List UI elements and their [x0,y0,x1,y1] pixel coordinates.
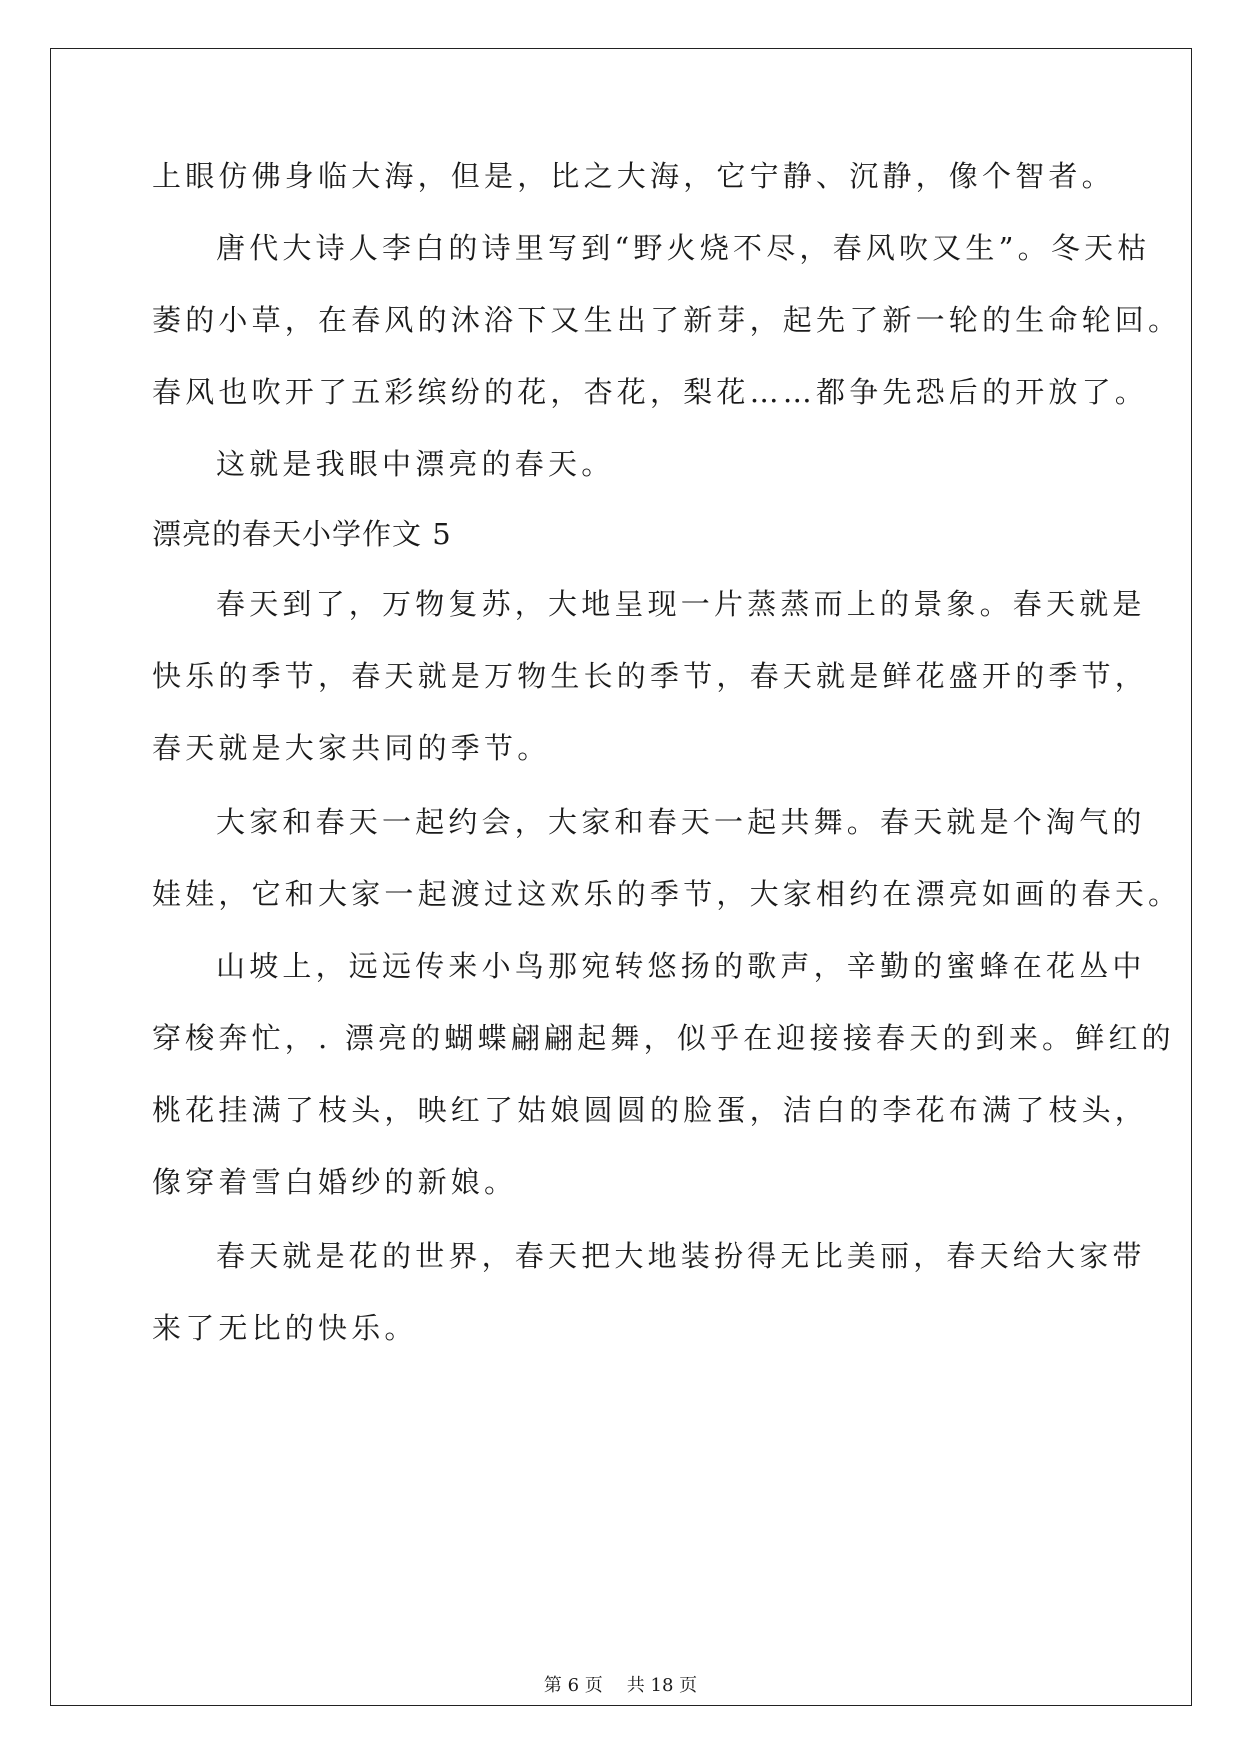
body-line: 穿梭奔忙，. 漂亮的蝴蝶翩翩起舞，似乎在迎接接春天的到来。鲜红的 [152,1021,1175,1055]
body-line: 春天就是花的世界，春天把大地装扮得无比美丽，春天给大家带 [216,1239,1146,1273]
body-line: 这就是我眼中漂亮的春天。 [216,447,615,481]
body-line: 唐代大诗人李白的诗里写到“野火烧不尽，春风吹又生”。冬天枯 [216,231,1151,265]
body-line: 春天到了，万物复苏，大地呈现一片蒸蒸而上的景象。春天就是 [216,587,1146,621]
body-line: 山坡上，远远传来小鸟那宛转悠扬的歌声，辛勤的蜜蜂在花丛中 [216,949,1146,983]
body-line: 快乐的季节，春天就是万物生长的季节，春天就是鲜花盛开的季节， [152,659,1149,693]
page-footer [0,1674,1241,1698]
page-number: 第 6 页 [543,1675,603,1696]
body-line: 上眼仿佛身临大海，但是，比之大海，它宁静、沉静，像个智者。 [152,159,1115,193]
body-line: 桃花挂满了枝头，映红了姑娘圆圆的脸蛋，洁白的李花布满了枝头， [152,1093,1149,1127]
page-total: 共 18 页 [626,1675,698,1696]
body-line: 像穿着雪白婚纱的新娘。 [152,1165,518,1199]
body-line: 萎的小草，在春风的沐浴下又生出了新芽，起先了新一轮的生命轮回。 [152,303,1182,337]
body-line: 春天就是大家共同的季节。 [152,731,551,765]
section-heading: 漂亮的春天小学作文 5 [152,517,452,551]
body-line: 来了无比的快乐。 [152,1311,418,1345]
body-line: 春风也吹开了五彩缤纷的花，杏花，梨花……都争先恐后的开放了。 [152,375,1149,409]
body-line: 娃娃，它和大家一起渡过这欢乐的季节，大家相约在漂亮如画的春天。 [152,877,1182,911]
body-line: 大家和春天一起约会，大家和春天一起共舞。春天就是个淘气的 [216,805,1146,839]
